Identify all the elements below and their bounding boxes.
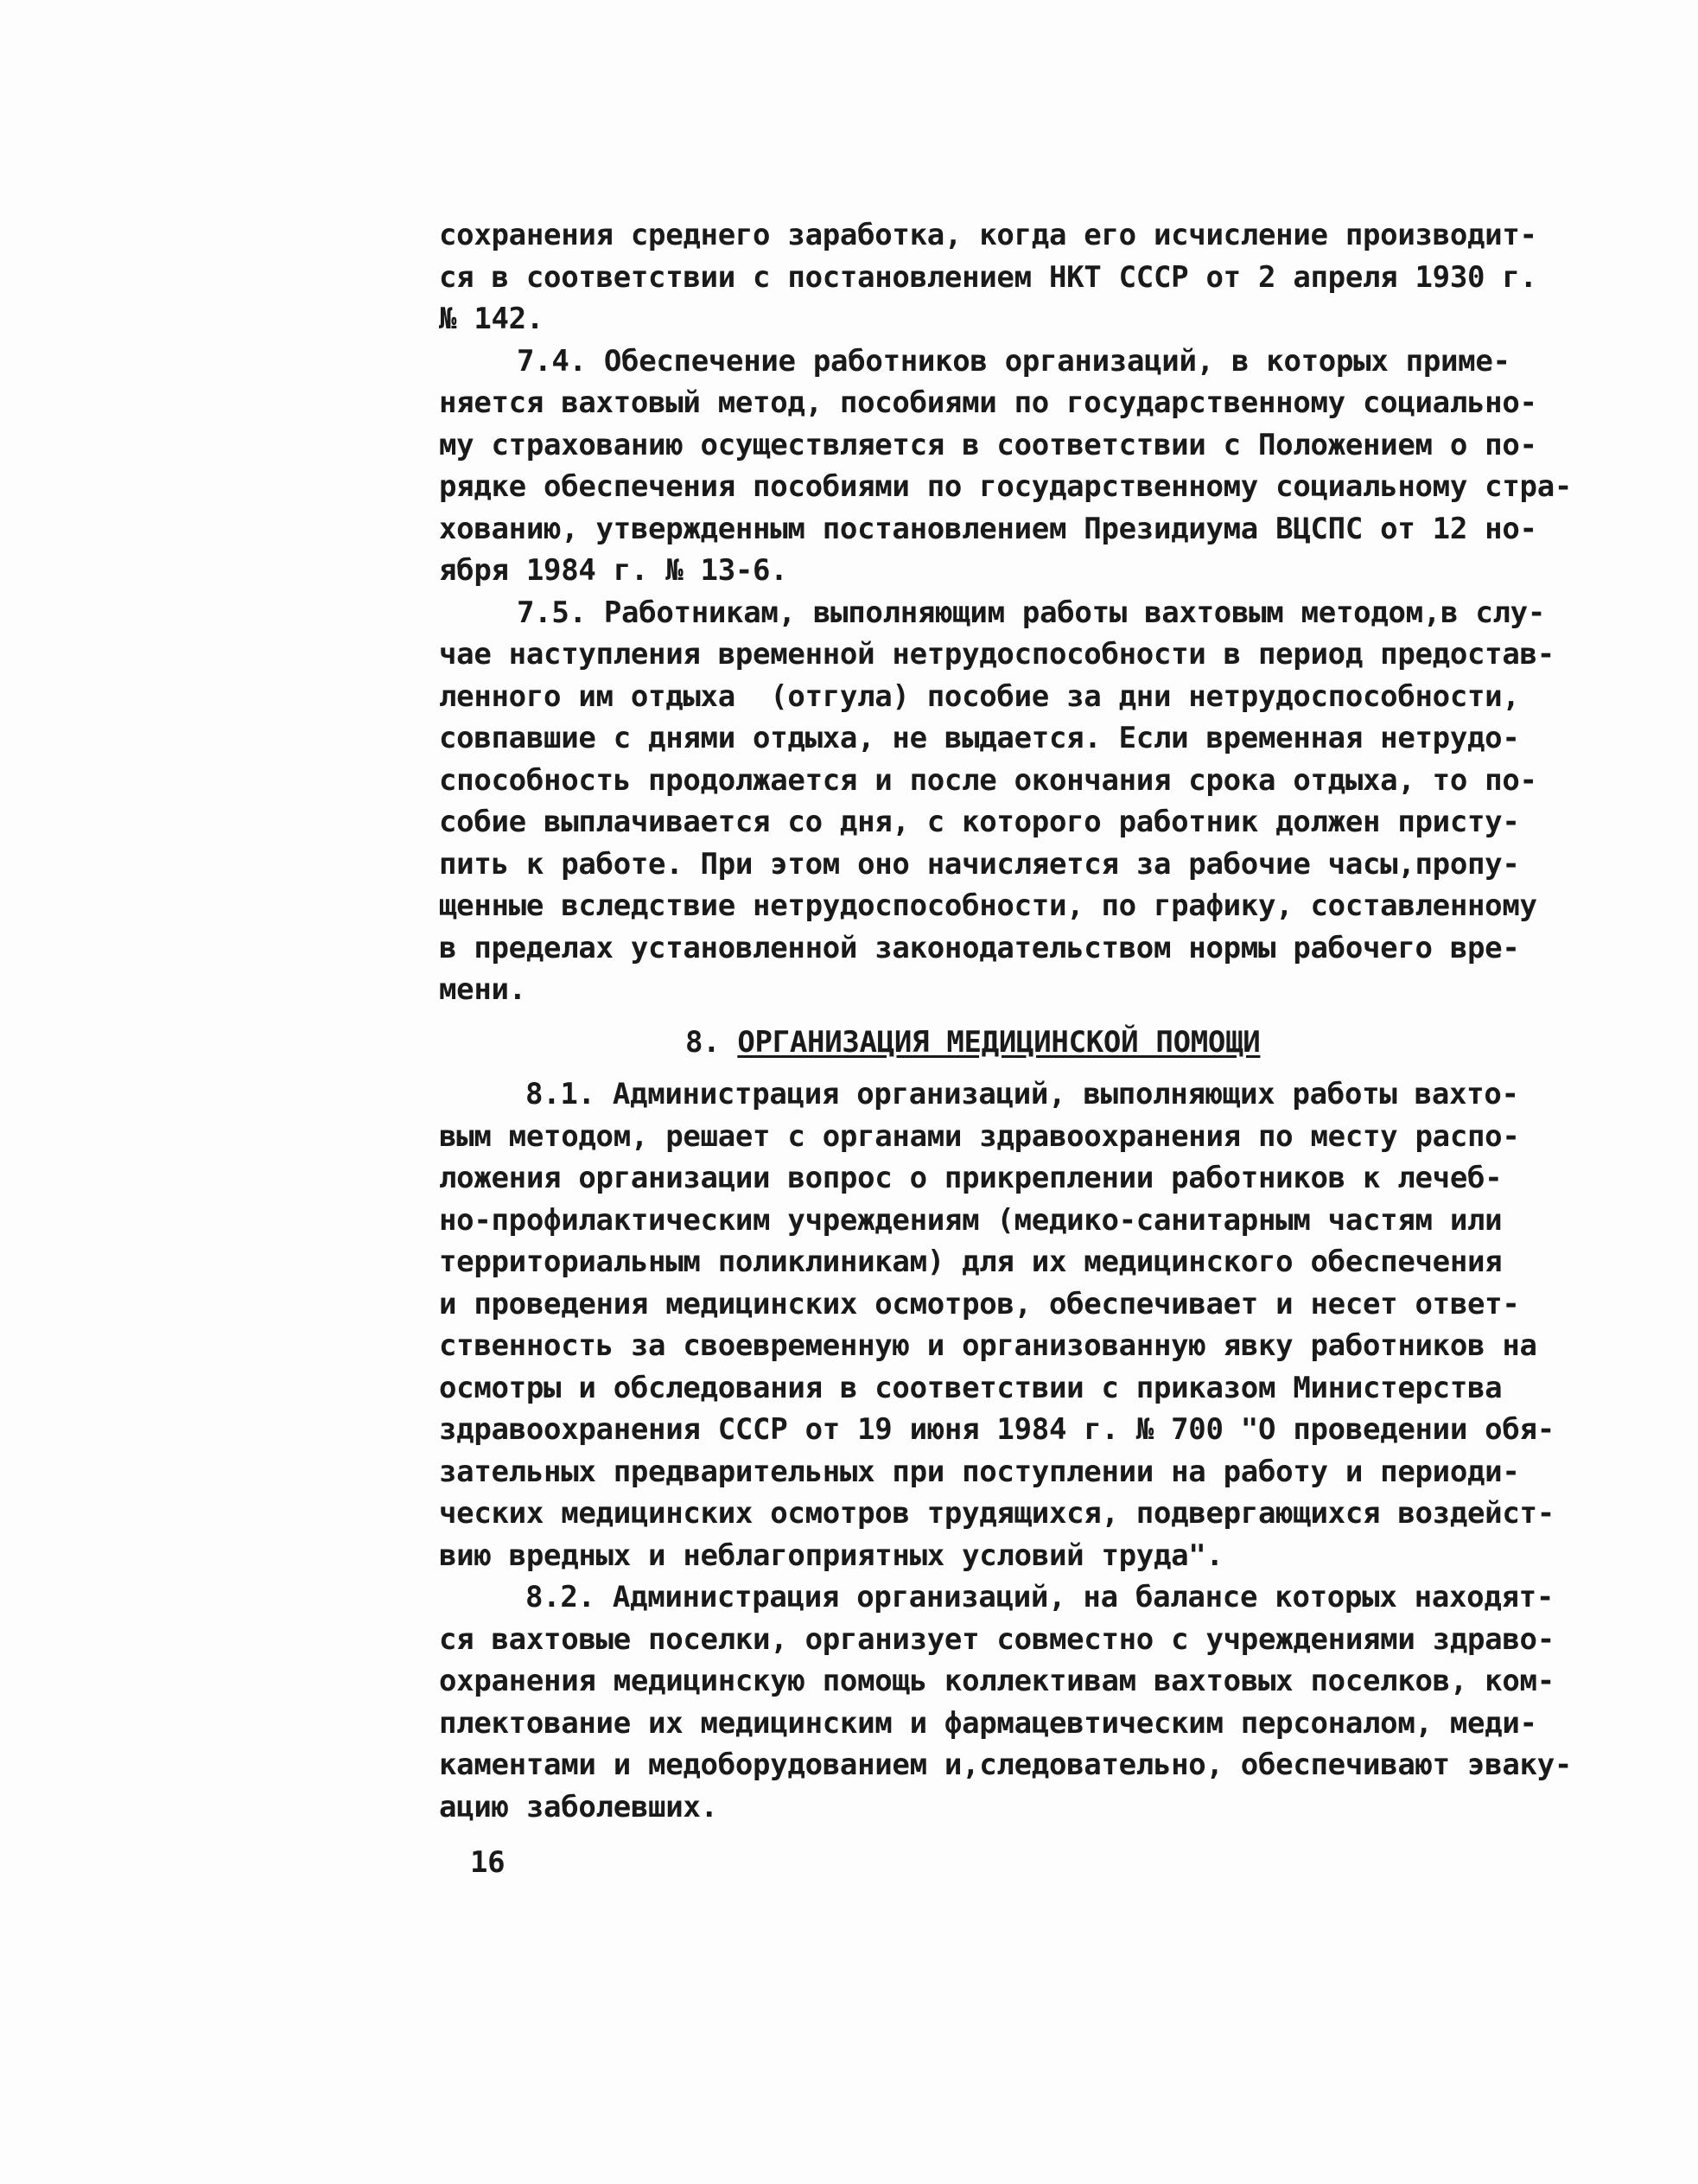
paragraph-8-2-line: плектование их медицинским и фармацевтическим персоналом, меди- <box>439 1705 1537 1741</box>
paragraph-7-5-line: мени. <box>439 972 526 1007</box>
paragraph-8-1-line: ческих медицинских осмотров трудящихся, подвергающихся воздейст- <box>439 1496 1555 1531</box>
paragraph-7-4-line: хованию, утвержденным постановлением Президиума ВЦСПС от 12 но- <box>439 511 1537 546</box>
paragraph-8-1-line: территориальным поликлиникам) для их медицинского обеспечения <box>439 1245 1503 1279</box>
paragraph-7-5-line: чае наступления временной нетрудоспособности в период предостав- <box>439 637 1555 672</box>
paragraph-8-1-line: ственность за своевременную и организованную явку работников на <box>439 1328 1537 1363</box>
paragraph-7-5-line: собие выплачивается со дня, с которого работник должен присту- <box>439 805 1520 839</box>
paragraph-7-5-line: 7.5. Работникам, выполняющим работы вахтовым методом,в слу- <box>517 595 1546 630</box>
paragraph-7-5-line: в пределах установленной законодательством нормы рабочего вре- <box>439 930 1520 965</box>
paragraph-8-1-line: и проведения медицинских осмотров, обеспечивает и несет ответ- <box>439 1286 1520 1321</box>
paragraph-8-2-line: 8.2. Администрация организаций, на балансе которых находят- <box>525 1580 1555 1614</box>
paragraph-8-2-line: каментами и медоборудованием и,следовательно, обеспечивают эваку- <box>439 1748 1573 1782</box>
paragraph-8-1-line: 8.1. Администрация организаций, выполняющих работы вахто- <box>525 1077 1519 1111</box>
paragraph-8-1-line: вым методом, решает с органами здравоохранения по месту распо- <box>439 1118 1520 1154</box>
paragraph-8-1-line: но-профилактическим учреждениям (медико-санитарным частям или <box>439 1202 1503 1238</box>
paragraph-7-5-line: ленного им отдыха (отгула) пособие за дни нетрудоспособности, <box>439 678 1520 714</box>
section-heading <box>439 1022 1554 1064</box>
section-title: ОРГАНИЗАЦИЯ МЕДИЦИНСКОЙ ПОМОЩИ <box>737 1024 1261 1060</box>
paragraph-8-1-line: ложения организации вопрос о прикреплении работников к лечеб- <box>439 1161 1503 1195</box>
text-line: сохранения среднего заработка, когда его исчисление производит- <box>439 218 1537 252</box>
paragraph-7-5-line: совпавшие с днями отдыха, не выдается. Если временная нетрудо- <box>439 721 1520 755</box>
paragraph-7-4-line: няется вахтовый метод, пособиями по государственному социально- <box>439 385 1537 420</box>
paragraph-8-1-line: здравоохранения СССР от 19 июня 1984 г. № 700 "О проведении обя- <box>439 1412 1555 1447</box>
text-line: № 142. <box>439 302 544 336</box>
paragraph-8-2-line: ацию заболевших. <box>439 1789 718 1824</box>
paragraph-8-2-line: ся вахтовые поселки, организует совместно с учреждениями здраво- <box>439 1621 1555 1657</box>
section-number: 8. <box>685 1024 721 1060</box>
paragraph-8-1-line: зательных предварительных при поступлении на работу и периоди- <box>439 1454 1520 1489</box>
paragraph-7-5-line: пить к работе. При этом оно начисляется за рабочие часы,пропу- <box>439 846 1520 882</box>
paragraph-8-2-line: охранения медицинскую помощь коллективам вахтовых поселков, ком- <box>439 1664 1555 1698</box>
paragraph-8-1-line: осмотры и обследования в соответствии с приказом Министерства <box>439 1370 1503 1405</box>
paragraph-7-5-line: способность продолжается и после окончания срока отдыха, то по- <box>439 762 1537 798</box>
text-line: ся в соответствии с постановлением НКТ СССР от 2 апреля 1930 г. <box>439 259 1537 295</box>
document-body <box>439 214 1573 1884</box>
paragraph-7-4-line: ября 1984 г. № 13-6. <box>439 553 788 588</box>
paragraph-7-4-line: рядке обеспечения пособиями по государственному социальному стра- <box>439 469 1573 504</box>
paragraph-7-5-line: щенные вследствие нетрудоспособности, по графику, составленному <box>439 888 1537 923</box>
paragraph-7-4-line: 7.4. Обеспечение работников организаций, в которых приме- <box>517 343 1510 379</box>
paragraph-8-1-line: вию вредных и неблагоприятных условий труда". <box>439 1538 1224 1573</box>
paragraph-7-4-line: му страхованию осуществляется в соответствии с Положением о по- <box>439 427 1537 462</box>
page-number: 16 <box>470 1845 506 1880</box>
